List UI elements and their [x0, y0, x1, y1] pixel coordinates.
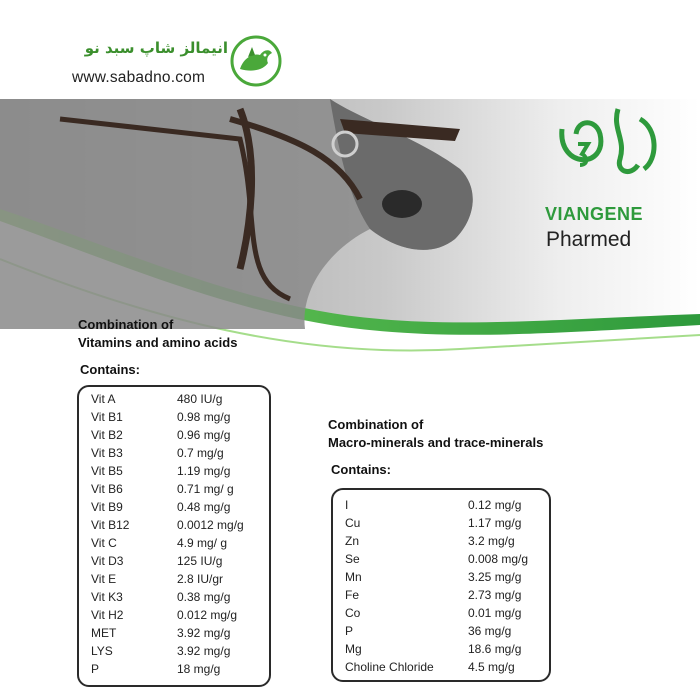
table-row: [79, 572, 269, 590]
vitamin-name: Vit B1: [91, 410, 123, 424]
table-row: [79, 446, 269, 464]
animal-logo-icon: [230, 35, 282, 87]
brand-company: VIANGENE: [545, 204, 644, 224]
mineral-value: 4.5 mg/g: [468, 660, 515, 674]
mineral-value: 3.25 mg/g: [468, 570, 522, 584]
minerals-table: [331, 488, 551, 682]
mineral-name: Co: [345, 606, 361, 620]
mineral-name: Cu: [345, 516, 361, 530]
vitamin-name: Vit K3: [91, 590, 123, 604]
minerals-title-line2: Macro-minerals and trace-minerals: [328, 435, 544, 450]
table-row: [79, 500, 269, 518]
site-name-persian: انیمالز شاپ سبد نو: [84, 39, 228, 57]
minerals-title: [328, 416, 543, 452]
table-row: [79, 482, 269, 500]
table-row: [333, 642, 549, 660]
vitamin-name: Vit B3: [91, 446, 123, 460]
table-row: [333, 660, 549, 678]
vitamin-name: Vit D3: [91, 554, 124, 568]
mineral-name: I: [345, 498, 349, 512]
vitamin-name: Vit E: [91, 572, 117, 586]
mineral-name: Choline Chloride: [345, 660, 434, 674]
vitamin-value: 0.98 mg/g: [177, 410, 231, 424]
table-row: [333, 498, 549, 516]
mineral-value: 0.008 mg/g: [468, 552, 529, 566]
vitamins-title-line2: Vitamins and amino acids: [78, 335, 238, 350]
mineral-value: 0.12 mg/g: [468, 498, 522, 512]
vitamin-value: 4.9 mg/ g: [177, 536, 228, 550]
horse-head-illustration: [0, 99, 560, 329]
table-row: [79, 410, 269, 428]
mineral-name: Se: [345, 552, 360, 566]
table-row: [333, 552, 549, 570]
table-row: [79, 590, 269, 608]
mineral-value: 2.73 mg/g: [468, 588, 522, 602]
vitamin-name: P: [91, 662, 100, 676]
table-row: [79, 626, 269, 644]
mineral-name: Zn: [345, 534, 360, 548]
table-row: [79, 536, 269, 554]
table-row: [79, 428, 269, 446]
vitamin-name: MET: [91, 626, 117, 640]
vitamin-name: LYS: [91, 644, 113, 658]
table-row: [333, 534, 549, 552]
vitamin-value: 3.92 mg/g: [177, 644, 231, 658]
vitamin-name: Vit H2: [91, 608, 124, 622]
vitamin-value: 0.012 mg/g: [177, 608, 238, 622]
minerals-title-line1: Combination of: [328, 417, 424, 432]
vitamin-name: Vit B9: [91, 500, 123, 514]
table-row: [79, 554, 269, 572]
minerals-contains-label: Contains:: [331, 462, 391, 477]
table-row: [79, 608, 269, 626]
table-row: [333, 516, 549, 534]
mineral-name: P: [345, 624, 354, 638]
table-row: [79, 644, 269, 662]
vitamin-value: 0.96 mg/g: [177, 428, 231, 442]
mineral-name: Fe: [345, 588, 360, 602]
site-url[interactable]: www.sabadno.com: [72, 69, 206, 86]
brand-division: Pharmed: [546, 228, 632, 251]
viangene-logo-icon: [548, 99, 678, 199]
vitamins-table: [77, 385, 271, 687]
vitamin-value: 18 mg/g: [177, 662, 221, 676]
site-brand: [70, 35, 290, 95]
vitamin-value: 0.48 mg/g: [177, 500, 231, 514]
vitamin-value: 480 IU/g: [177, 392, 223, 406]
vitamin-name: Vit B12: [91, 518, 130, 532]
mineral-value: 18.6 mg/g: [468, 642, 522, 656]
table-row: [333, 588, 549, 606]
mineral-value: 36 mg/g: [468, 624, 512, 638]
mineral-name: Mg: [345, 642, 362, 656]
vitamin-name: Vit B2: [91, 428, 123, 442]
vitamin-value: 3.92 mg/g: [177, 626, 231, 640]
vitamins-title: [78, 316, 237, 352]
vitamins-contains-label: Contains:: [80, 362, 140, 377]
vitamin-value: 0.7 mg/g: [177, 446, 224, 460]
vitamin-name: Vit C: [91, 536, 117, 550]
vitamin-name: Vit B6: [91, 482, 123, 496]
table-row: [79, 392, 269, 410]
table-row: [79, 464, 269, 482]
vitamin-name: Vit B5: [91, 464, 123, 478]
vitamins-title-line1: Combination of: [78, 317, 174, 332]
vitamin-value: 2.8 IU/gr: [177, 572, 224, 586]
vitamin-value: 0.71 mg/ g: [177, 482, 234, 496]
table-row: [333, 570, 549, 588]
table-row: [333, 606, 549, 624]
mineral-value: 1.17 mg/g: [468, 516, 522, 530]
mineral-value: 3.2 mg/g: [468, 534, 515, 548]
vitamin-value: 125 IU/g: [177, 554, 223, 568]
vitamin-value: 0.0012 mg/g: [177, 518, 244, 532]
table-row: [333, 624, 549, 642]
table-row: [79, 662, 269, 680]
vitamin-value: 0.38 mg/g: [177, 590, 231, 604]
mineral-name: Mn: [345, 570, 362, 584]
table-row: [79, 518, 269, 536]
vitamin-name: Vit A: [91, 392, 116, 406]
mineral-value: 0.01 mg/g: [468, 606, 522, 620]
vitamin-value: 1.19 mg/g: [177, 464, 231, 478]
